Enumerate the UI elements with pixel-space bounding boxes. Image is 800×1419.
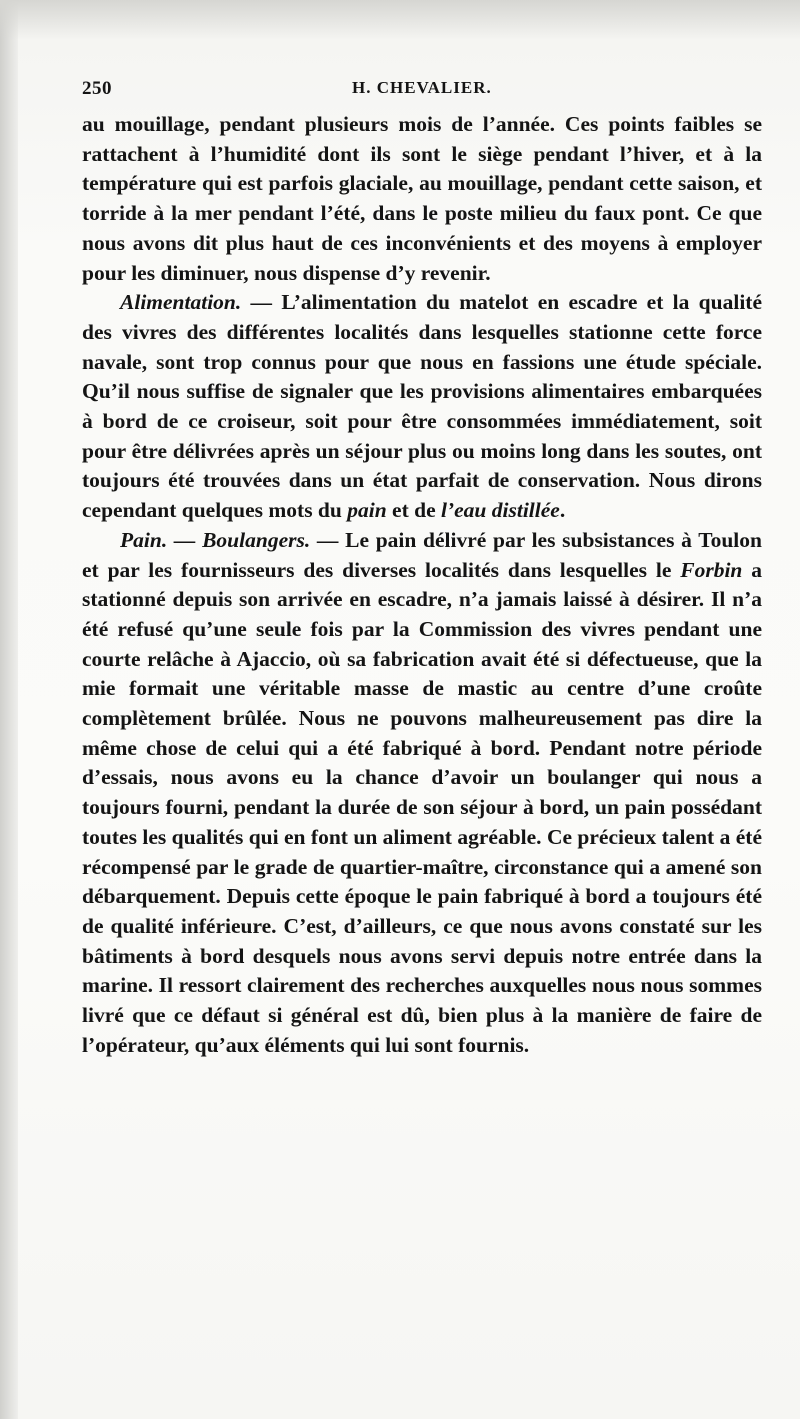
page-header [82,78,762,102]
paragraph-text: a stationné depuis son arrivée en escadre, n’a jamais laissé à désirer. Il n’a été refusé qu’une seule fois par la Commission des vivres pendant une courte relâche à Ajaccio, où sa fabrication avait été si défectueuse, que la mie formait une véritable masse de mastic au centre d’une croûte complètement brûlée. Nous ne pouvons malheureusement pas dire la même chose de celui qui a été fabriqué à bord. Pendant notre période d’essais, nous avons eu la chance d’avoir un boulanger qui nous a toujours fourni, pendant la durée de son séjour à bord, un pain possédant toutes les qualités qui en font un aliment agréable. Ce précieux talent a été récompensé par le grade de quartier-maître, circonstance qui a amené son débarquement. Depuis cette époque le pain fabriqué à bord a toujours été de qualité inférieure. C’est, d’ailleurs, ce que nous avons constaté sur les bâtiments à bord desquels nous avons servi depuis notre entrée dans la marine. Il ressort clairement des recherches auxquelles nous nous sommes livré que ce défaut si général est dû, bien plus à la manière de faire de l’opérateur, qu’aux éléments qui lui sont fournis. [82,557,763,1057]
running-head: H. CHEVALIER. [352,78,492,97]
paragraph-text: et de [386,498,441,523]
paragraph-text: . [559,498,566,523]
emphasis-eau-distillee: l’eau distillée [441,498,560,523]
paragraph-text: — Le pain délivré par les subsistances à Toulon et par les fournisseurs des diverses localités dans lesquelles le [82,527,762,582]
section-heading-alimentation: Alimentation. [120,290,242,315]
body-text [82,110,762,1061]
page-number: 250 [82,78,112,99]
emphasis-pain: pain [347,498,387,523]
paragraph-alimentation [82,288,762,526]
page-gutter [0,0,18,1419]
paragraph-text: — L’alimentation du matelot en escadre et la qualité des vivres des différentes localités dans lesquelles stationne cette force navale, sont trop connus pour que nous en fassions une étude spéciale. Qu’il nous suffise de signaler que les provisions alimentaires embarquées à bord de ce croiseur, soit pour être consommées immédiatement, soit pour être délivrées après un séjour plus ou moins long dans les soutes, ont toujours été trouvées dans un état parfait de conservation. Nous dirons cependant quelques mots du [82,290,762,523]
page-top-shadow [0,0,800,40]
paragraph-pain-boulangers [82,526,762,1061]
paragraph-continuation: au mouillage, pendant plusieurs mois de l’année. Ces points faibles se rattachent à l’humidité dont ils sont le siège pendant l’hiver, et à la température qui est parfois glaciale, au mouillage, pendant cette saison, et torride à la mer pendant l’été, dans le poste milieu du faux pont. Ce que nous avons dit plus haut de ces inconvénients et des moyens à employer pour les diminuer, nous dispense d’y revenir. [82,112,762,285]
section-heading-pain-boulangers: Pain. — Boulangers. [120,527,311,552]
emphasis-ship-name: Forbin [680,557,743,582]
